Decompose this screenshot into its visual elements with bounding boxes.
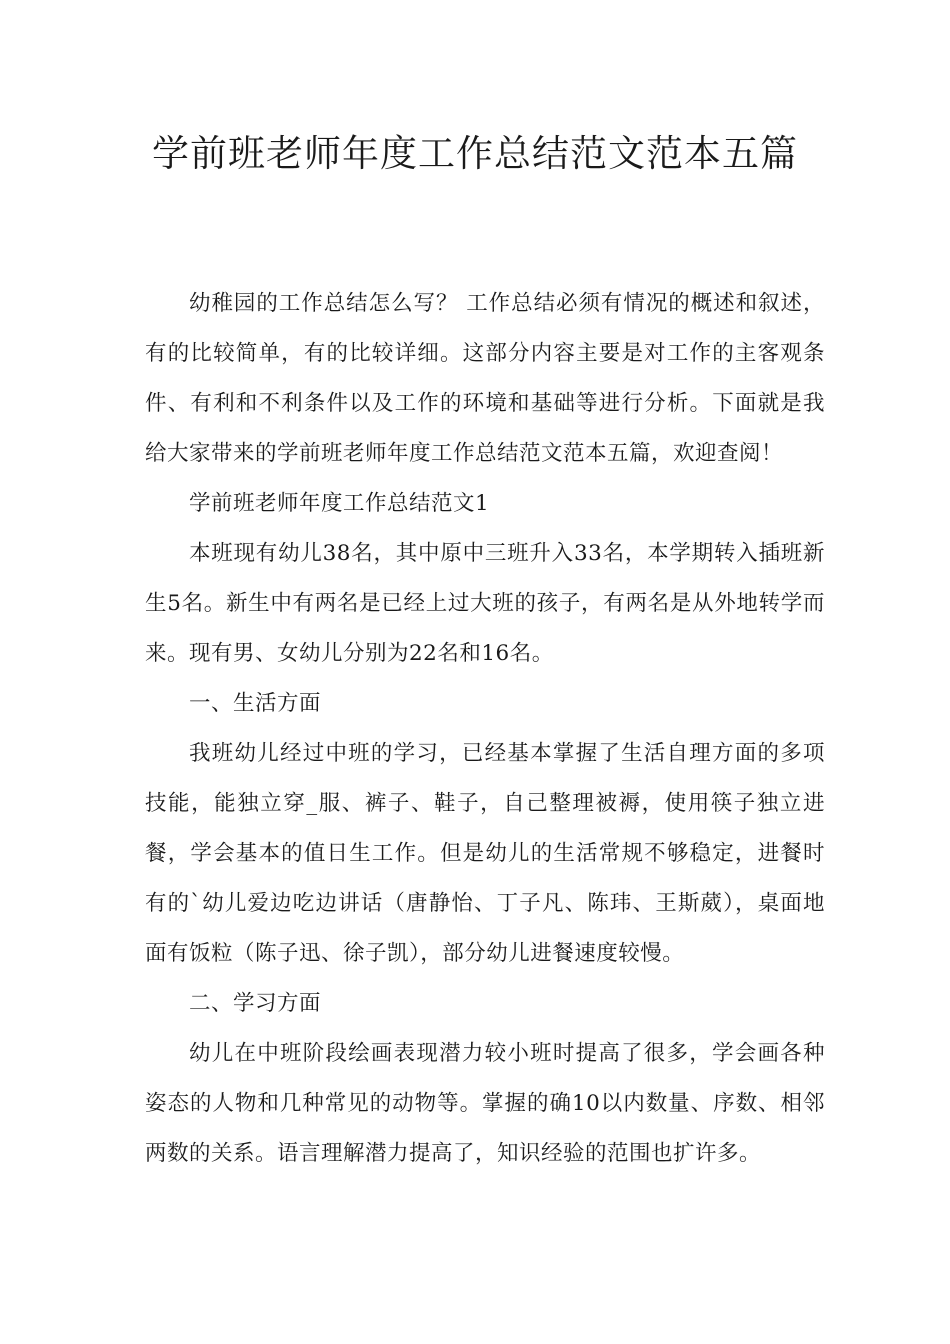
- section-heading-life: 一、生活方面: [189, 691, 322, 716]
- study-paragraph: 幼儿在中班阶段绘画表现潜力较小班时提高了很多，学会画各种姿态的人物和几种常见的动物等。掌握的确10以内数量、序数、相邻两数的关系。语言理解潜力提高了，知识经验的范围也扩许多。: [145, 1041, 825, 1166]
- document-title: 学前班老师年度工作总结范文范本五篇: [152, 132, 798, 175]
- section-heading-sample-1: 学前班老师年度工作总结范文1: [189, 491, 490, 516]
- section-heading-study: 二、学习方面: [189, 991, 322, 1016]
- intro-paragraph: 幼稚园的工作总结怎么写？ 工作总结必须有情况的概述和叙述，有的比较简单，有的比较详细。这部分内容主要是对工作的主客观条件、有利和不利条件以及工作的环境和基础等进行分析。下面就是我给大家带来的学前班老师年度工作总结范文范本五篇，欢迎查阅！: [145, 291, 825, 466]
- class-overview-paragraph: 本班现有幼儿38名，其中原中三班升入33名，本学期转入插班新生5名。新生中有两名是已经上过大班的孩子，有两名是从外地转学而来。现有男、女幼儿分别为22名和16名。: [145, 541, 825, 666]
- document-body: [145, 279, 825, 1179]
- life-paragraph: 我班幼儿经过中班的学习，已经基本掌握了生活自理方面的多项技能，能独立穿_服、裤子、鞋子，自己整理被褥，使用筷子独立进餐，学会基本的值日生工作。但是幼儿的生活常规不够稳定，进餐时有的`幼儿爱边吃边讲话（唐静怡、丁子凡、陈玮、王斯葳），桌面地面有饭粒（陈子迅、徐子凯），部分幼儿进餐速度较慢。: [145, 741, 825, 966]
